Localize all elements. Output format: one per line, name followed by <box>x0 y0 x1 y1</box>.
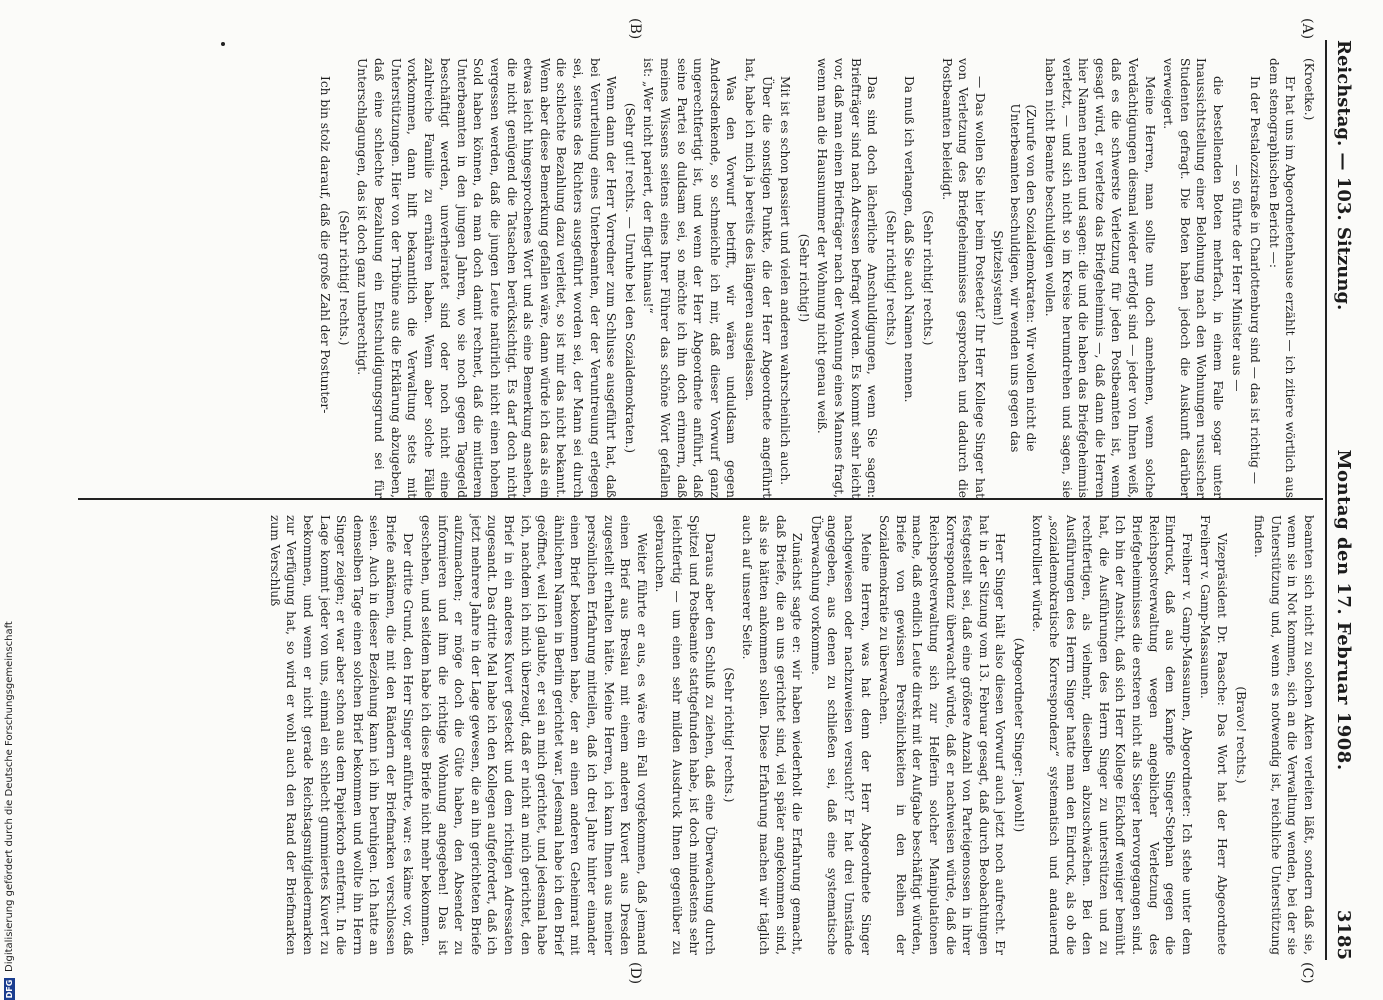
left-column <box>315 58 1317 498</box>
right-column <box>264 515 1317 955</box>
paragraph: Was den Vorwurf betrifft, wir wären unduldsam gegen Andersdenkende, so schmeichle ich mir, daß dieser Vorwurf ganz ungerechtfertigt ist, und wenn der Herr Abgeordnete anführt, daß seine Partei so duldsam sei, so möchte ich ihn doch erinnern, daß meines Wissens seitens eines Ihrer Führer das schöne Wort gefallen ist: „Wer nicht pariert, der fliegt hinaus!“ <box>641 58 739 498</box>
paragraph: Mit ist es schon passiert und vielen anderen wahrscheinlich auch. <box>778 76 793 486</box>
page-header <box>1325 40 1361 960</box>
interjection: (Zurufe von den Sozialdemokraten: Wir wollen nicht die Unterbeamten beschuldigen, wir wenden uns gegen das Spitzelsystem!) <box>991 103 1039 453</box>
paragraph: Der dritte Grund, den Herr Singer anführte, war: es käme vor, daß Briefe ankämen, die mit den Rändern der Briefmarken verschlossen seien. Auch in dieser Beziehung kann ich ihn beruhigen. Ich hatte an demselben Tage einen solchen Brief bekommen und wollte ihn Herrn Singer zeigen; er war aber schon aus dem Papierkorb entfernt. In die Lage kommt jeder von uns, einmal ein schlecht gummiertes Kuvert zu bekommen, und wenn er nicht gerade Reichstagsmitgliedermarken zur Verfügung hat, so wird er wohl auch den Rand der Briefmarken zum Verschluß <box>267 515 415 955</box>
interjection: (Sehr gut! rechts. — Unruhe bei den Sozialdemokraten.) <box>622 102 637 454</box>
paragraph: Daraus aber den Schluß zu ziehen, daß eine Überwachung durch Spitzel und Postbeamte stattgefunden habe, ist doch mindestens sehr leichtfertig — um einen sehr milden Ausdruck Ihnen gegenüber zu gebrauchen. <box>653 515 718 955</box>
paragraph: Das sind doch lächerliche Anschuldigungen, wenn Sie sagen: Briefträger sind nach Adressen befragt worden. Es kommt sehr leicht vor, daß man einen Briefträger nach der Wohnung eines Mannes fragt, wenn man die Hausnummer der Wohnung nicht genau weiß. <box>815 58 880 498</box>
digitization-credit <box>2 0 16 1000</box>
margin-marker-c: (C) <box>1299 962 1315 984</box>
paragraph: In der Pestalozzistraße in Charlottenburg sind — das ist richtig — <box>1248 76 1263 485</box>
ink-dot <box>221 42 225 46</box>
paragraph: Vizepräsident Dr. Paasche: Das Wort hat der Herr Abgeordnete Freiherr v. Gamp-Massaunen. <box>1198 515 1230 955</box>
interjection: (Sehr richtig! rechts.) <box>721 667 736 803</box>
paragraph: Meine Herren, man sollte nun doch annehmen, wenn solche Verdächtigungen diesmal wieder erfolgt sind — jeder von Ihnen weiß, daß es die schwerste Verletzung für jeden Postbeamten ist, wenn gesagt wird, er verletze das Briefgeheimnis —, daß dann die Herren hier Namen nennen und sagen: die und die haben das Briefgeheimnis verletzt, — und sich nicht so im Kreise herumdrehen und sagen, sie haben nicht Beamte beschuldigen wollen. <box>1043 58 1157 498</box>
interjection: — so führte der Herr Minister aus — <box>1229 164 1244 392</box>
paragraph: Weiter führte er aus, es wäre ein Fall vorgekommen, daß jemand einen Brief aus Breslau mit einem anderen Kuvert aus Dresden zugestellt erhalten hätte. Meine Herren, ich kann Ihnen aus meiner persönlichen Erfahrung mitteilen, daß ich drei Jahre hinter einander einen Brief bekommen habe, der an einen anderen Geheimrat mit ähnlichem Namen in Berlin gerichtet war. Jedesmal habe ich den Brief geöffnet, weil ich glaubte, er sei an mich gerichtet, und jedesmal habe ich, nachdem ich mich überzeugt, daß er nicht an mich gerichtet, den Brief in ein anderes Kuvert gesteckt und dem richtigen Adressaten zugesandt. Das dritte Mal habe ich den Kollegen aufgefordert, daß ich jetzt mehrere Jahre in der Lage gewesen, die an ihn gerichteten Briefe aufzumachen; er möge doch die Güte haben, den Absender zu informieren und ihm die richtige Wohnung angegeben! Das ist geschehen, und seitdem habe ich diese Briefe nicht mehr bekommen. <box>419 515 649 955</box>
margin-marker-a: (A) <box>1299 18 1315 40</box>
header-center: Montag den 17. Februar 1908. <box>1333 449 1355 771</box>
paragraph: — Das wollen Sie hier beim Posteetat? Ihr Herr Kollege Singer hat von Verletzung des Briefgeheimnisses gesprochen und dadurch die Postbeamten beleidigt. <box>939 58 987 498</box>
interjection: (Abgeordneter Singer: Jawohl!) <box>1011 637 1026 833</box>
margin-marker-b: (B) <box>627 18 643 40</box>
interjection: (Sehr richtig! rechts.) <box>920 210 935 346</box>
paragraph: Herr Singer hält also diesen Vorwurf auch jetzt noch aufrecht. Er hat in der Sitzung vom 13. Februar gesagt, daß durch Beobachtungen festgestellt sei, daß eine größere Anzahl von Parteigenossen in ihrer Korrespondenz überwacht würde, daß er nachweisen würde, daß die Reichspostverwaltung sich zur Helferin solcher Manipulationen mache, daß endlich Leute direkt mit der Aufgabe beschäftigt würden, Briefe von gewissen Persönlichkeiten in den Reihen der Sozialdemokratie zu überwachen. <box>877 515 1008 955</box>
interjection: (Sehr richtig! rechts.) <box>336 210 351 346</box>
paragraph: Da muß ich verlangen, daß Sie auch Namen nennen. <box>902 76 917 403</box>
interjection: (Sehr richtig!) <box>796 233 811 323</box>
paragraph: beamten sich nicht zu solchen Akten verleiten läßt, sondern daß sie, wenn sie in Not kommen, sich an die Verwaltung wenden, bei der sie Unterstützung und, wenn es notwendig ist, reichliche Unterstützung finden. <box>1252 515 1316 955</box>
page-number: 3185 <box>1333 909 1355 960</box>
paragraph: Ich bin stolz darauf, daß die große Zahl der Postunter- <box>318 76 333 414</box>
interjection: (Bravo! rechts.) <box>1233 686 1248 784</box>
speaker-tag: (Kroetke.) <box>1302 58 1316 121</box>
paragraph: Freiherr v. Gamp-Massaunen, Abgeordneter: Ich stehe unter dem Eindruck, daß aus dem Kampfe Singer-Stephan gegen die Reichspostverwaltung wegen angeblicher Verletzung des Briefgeheimnisses die ersteren nicht als Sieger hervorgegangen sind. Ich bin der Ansicht, daß sich Herr Kollege Eickhoff weniger bemüht hat, die Ausführungen des Herrn Singer zu unterstützen und zu rechtfertigen, als vielmehr, dieselben abzuschwächen. Bei den Ausführungen des Herrn Singer hatte man den Eindruck, als ob die „sozialdemokratische Korrespondenz“ systematisch und andauernd kontrolliert würde. <box>1030 515 1194 955</box>
paragraph: Wenn dann der Herr Vorredner zum Schlusse ausgeführt hat, daß bei Verurteilung eines Unterbeamten, der der Veruntreuung erlegen sei, seitens des Richters ausgeführt worden sei, der Mann sei durch die schlechte Bezahlung dazu verleitet, so ist mir das nicht bekannt. Wenn aber diese Bemerkung gefallen wäre, dann würde ich das als ein etwas leicht hingesprochenes Wort und als eine Bemerkung ansehen, die nicht genügend die Tatsachen berücksichtigt. Es darf doch nicht vergessen werden, daß die jungen Leute natürlich nicht einen hohen Sold haben können, da man doch damit rechnet, daß die mittleren Unterbeamten in den jungen Jahren, wo sie noch gegen Tagegeld beschäftigt werden, unverheiratet sind oder noch nicht eine zahlreiche Familie zu ernähren haben. Wenn aber solche Fälle vorkommen, dann hilft bekanntlich die Verwaltung stets mit Unterstützungen. Hier von der Tribüne aus die Erklärung abzugeben, daß eine schlechte Bezahlung ein Entschuldigungsgrund sei für Unterschlagungen, das ist doch ganz unberechtigt. <box>355 58 619 498</box>
paragraph: Er hat uns im Abgeordnetenhause erzählt — ich zitiere wörtlich aus dem stenographischen Bericht —: <box>1266 58 1298 498</box>
interjection: (Sehr richtig! rechts.) <box>883 210 898 346</box>
paragraph: Zunächst sagte er: wir haben wiederholt die Erfahrung gemacht, daß Briefe, die an uns gerichtet sind, viel später angekommen sind, als sie hätten ankommen sollen. Diese Erfahrung machen wir täglich auch auf unserer Seite. <box>740 515 805 955</box>
paragraph: Meine Herren, was hat denn der Herr Abgeordnete Singer nachgewiesen oder nachzuweisen versucht? Er hat drei Umstände angegeben, aus denen zu schließen sei, daß eine systematische Überwachung vorkomme. <box>808 515 873 955</box>
column-divider <box>78 498 1323 500</box>
paragraph: Über die sonstigen Punkte, die der Herr Abgeordnete angeführt hat, habe ich mich ja bereits des längeren ausgelassen. <box>743 58 774 498</box>
margin-marker-d: (D) <box>627 962 643 985</box>
paragraph: die bestellenden Boten mehrfach, in einem Falle sogar unter Inaussichtstellung einer Belohnung nach den Wohnungen russischer Studenten gefragt. Die Boten haben jedoch die Auskunft darüber verweigert. <box>1161 58 1226 498</box>
dfg-logo: DFG <box>4 979 14 999</box>
header-left: Reichstag. — 103. Sitzung. <box>1333 40 1355 311</box>
credit-text: Digitalisierung gefördert durch die Deutsche Forschungsgemeinschaft <box>3 621 15 972</box>
